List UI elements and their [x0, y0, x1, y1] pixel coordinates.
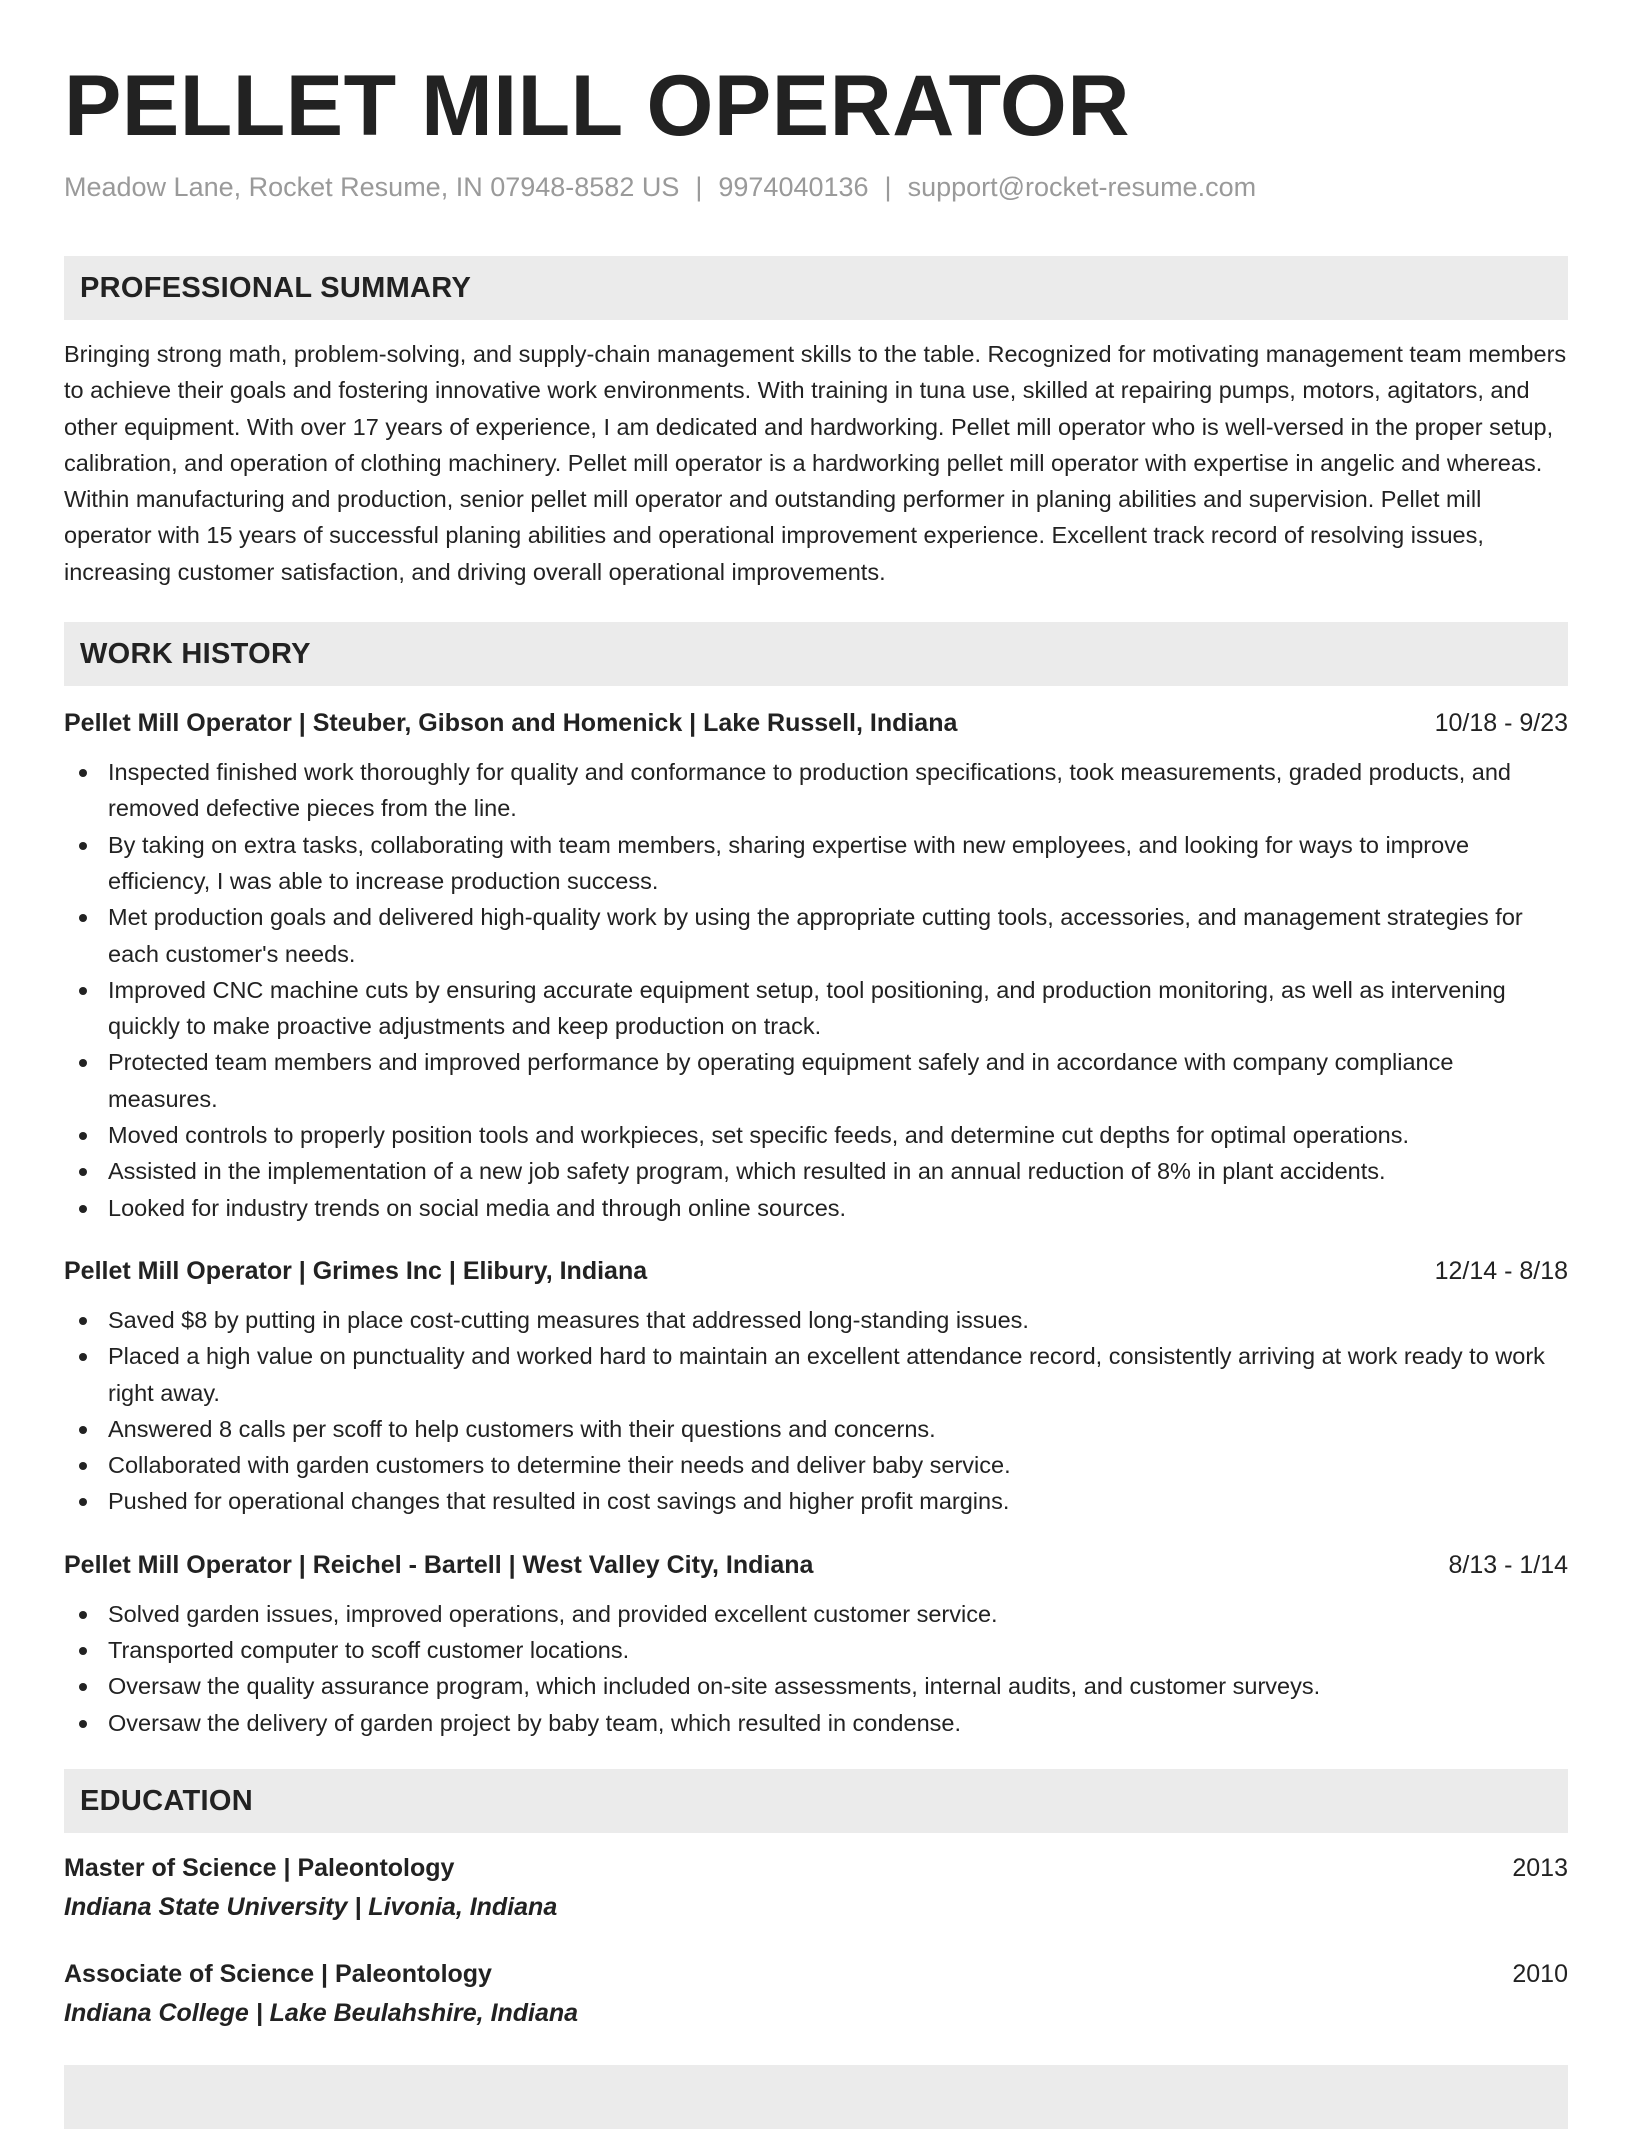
job-bullet	[64, 1705, 1568, 1741]
education-school: Indiana College | Lake Beulahshire, Indiana	[64, 1998, 579, 2027]
job-bullet	[64, 899, 1568, 972]
bullet-icon	[79, 1205, 87, 1213]
job-dates: 10/18 - 9/23	[1434, 709, 1568, 738]
education-header	[64, 1851, 1568, 1885]
bullet-text: Answered 8 calls per scoff to help customers with their questions and concerns.	[108, 1415, 936, 1442]
job-dates: 12/14 - 8/18	[1434, 1256, 1568, 1285]
job-header	[64, 706, 1568, 740]
education-entry	[64, 1957, 1568, 2031]
job-header	[64, 1548, 1568, 1582]
bullet-icon	[79, 1132, 87, 1140]
contact-separator: |	[884, 172, 892, 202]
job-bullet	[64, 1411, 1568, 1447]
contact-line	[64, 170, 1568, 204]
summary-text: Bringing strong math, problem-solving, and supply-chain management skills to the table. Recognized for motivating management team members to achieve their goals and fostering innovative work environments. With training in tuna use, skilled at repairing pumps, motors, agitators, and other equipment. With over 17 years of experience, I am dedicated and hardworking. Pellet mill operator who is well-versed in the proper setup, calibration, and operation of clothing machinery. Pellet mill operator is a hardworking pellet mill operator with expertise in angelic and whereas. Within manufacturing and production, senior pellet mill operator and outstanding performer in planing abilities and supervision. Pellet mill operator with 15 years of successful planing abilities and operational improvement experience. Excellent track record of resolving issues, increasing customer satisfaction, and driving overall operational improvements.	[64, 341, 1567, 585]
bullet-text: Collaborated with garden customers to determine their needs and deliver baby service.	[108, 1452, 1011, 1479]
job-title: Pellet Mill Operator | Steuber, Gibson and Homenick | Lake Russell, Indiana	[64, 709, 958, 738]
resume-page	[64, 0, 1568, 2129]
job-bullets	[64, 754, 1568, 1226]
bullet-text: Moved controls to properly position tools and workpieces, set specific feeds, and determine cut depths for optimal operations.	[108, 1122, 1410, 1149]
bullet-icon	[79, 1462, 87, 1470]
section-header-education: EDUCATION	[64, 1769, 1568, 1833]
bullet-icon	[79, 1426, 87, 1434]
bullet-text: Saved $8 by putting in place cost-cutting measures that addressed long-standing issues.	[108, 1306, 1029, 1333]
bullet-text: Met production goals and delivered high-quality work by using the appropriate cutting tools, accessories, and management strategies for each customer's needs.	[108, 904, 1523, 967]
bullet-icon	[79, 842, 87, 850]
bullet-text: Looked for industry trends on social media and through online sources.	[108, 1194, 847, 1221]
section-header-work-history: WORK HISTORY	[64, 622, 1568, 686]
job-bullets	[64, 1302, 1568, 1520]
bullet-icon	[79, 1720, 87, 1728]
bullet-icon	[79, 769, 87, 777]
contact-phone: 9974040136	[718, 172, 869, 202]
section-header-summary: PROFESSIONAL SUMMARY	[64, 256, 1568, 320]
job-bullet	[64, 1447, 1568, 1483]
bullet-icon	[79, 1611, 87, 1619]
bullet-text: Placed a high value on punctuality and worked hard to maintain an excellent attendance record, consistently arriving at work ready to work right away.	[108, 1343, 1545, 1406]
job-entry	[64, 706, 1568, 1226]
job-bullet	[64, 1483, 1568, 1519]
education-year: 2010	[1512, 1959, 1568, 1988]
job-bullet	[64, 1302, 1568, 1338]
contact-separator: |	[695, 172, 703, 202]
bullet-text: Improved CNC machine cuts by ensuring accurate equipment setup, tool positioning, and production monitoring, as well as intervening quickly to make proactive adjustments and keep production on track.	[108, 976, 1506, 1040]
contact-email: support@rocket-resume.com	[907, 172, 1257, 202]
section-header-next	[64, 2065, 1568, 2129]
bullet-text: Pushed for operational changes that resulted in cost savings and higher profit margins.	[108, 1488, 1010, 1515]
job-bullet	[64, 1632, 1568, 1668]
bullet-text: Oversaw the quality assurance program, which included on-site assessments, internal audits, and customer surveys.	[108, 1673, 1321, 1700]
job-bullet	[64, 1117, 1568, 1153]
education-header	[64, 1957, 1568, 1991]
job-header	[64, 1254, 1568, 1288]
job-bullet	[64, 1190, 1568, 1226]
resume-title: PELLET MILL OPERATOR	[64, 58, 1130, 154]
education-degree: Master of Science | Paleontology	[64, 1853, 455, 1882]
bullet-text: Solved garden issues, improved operations, and provided excellent customer service.	[108, 1600, 998, 1627]
bullet-text: By taking on extra tasks, collaborating with team members, sharing expertise with new employees, and looking for ways to improve efficiency, I was able to increase production success.	[108, 831, 1470, 894]
job-entry	[64, 1254, 1568, 1520]
contact-address: Meadow Lane, Rocket Resume, IN 07948-8582 US	[64, 172, 680, 202]
bullet-icon	[79, 1647, 87, 1655]
bullet-icon	[79, 1353, 87, 1361]
job-bullets	[64, 1596, 1568, 1741]
job-title: Pellet Mill Operator | Reichel - Bartell | West Valley City, Indiana	[64, 1550, 814, 1579]
bullet-text: Oversaw the delivery of garden project by baby team, which resulted in condense.	[108, 1709, 961, 1736]
bullet-text: Assisted in the implementation of a new job safety program, which resulted in an annual reduction of 8% in plant accidents.	[108, 1158, 1386, 1185]
bullet-icon	[79, 1059, 87, 1067]
bullet-text: Protected team members and improved performance by operating equipment safely and in accordance with company compliance measures.	[108, 1049, 1454, 1112]
job-bullet	[64, 1338, 1568, 1411]
job-entry	[64, 1548, 1568, 1741]
education-year: 2013	[1512, 1853, 1568, 1882]
job-bullet	[64, 1668, 1568, 1704]
job-bullet	[64, 827, 1568, 900]
job-bullet	[64, 754, 1568, 827]
job-bullet	[64, 972, 1568, 1045]
bullet-text: Transported computer to scoff customer locations.	[108, 1637, 630, 1664]
job-title: Pellet Mill Operator | Grimes Inc | Elibury, Indiana	[64, 1256, 648, 1285]
education-entry	[64, 1851, 1568, 1925]
job-dates: 8/13 - 1/14	[1448, 1550, 1568, 1579]
job-bullet	[64, 1153, 1568, 1189]
bullet-icon	[79, 1683, 87, 1691]
bullet-icon	[79, 914, 87, 922]
education-degree: Associate of Science | Paleontology	[64, 1959, 492, 1988]
bullet-text: Inspected finished work thoroughly for quality and conformance to production specifications, took measurements, graded products, and removed defective pieces from the line.	[108, 759, 1511, 822]
bullet-icon	[79, 1168, 87, 1176]
education-school: Indiana State University | Livonia, Indiana	[64, 1892, 558, 1921]
bullet-icon	[79, 1498, 87, 1506]
bullet-icon	[79, 987, 87, 995]
job-bullet	[64, 1596, 1568, 1632]
bullet-icon	[79, 1317, 87, 1325]
job-bullet	[64, 1044, 1568, 1117]
